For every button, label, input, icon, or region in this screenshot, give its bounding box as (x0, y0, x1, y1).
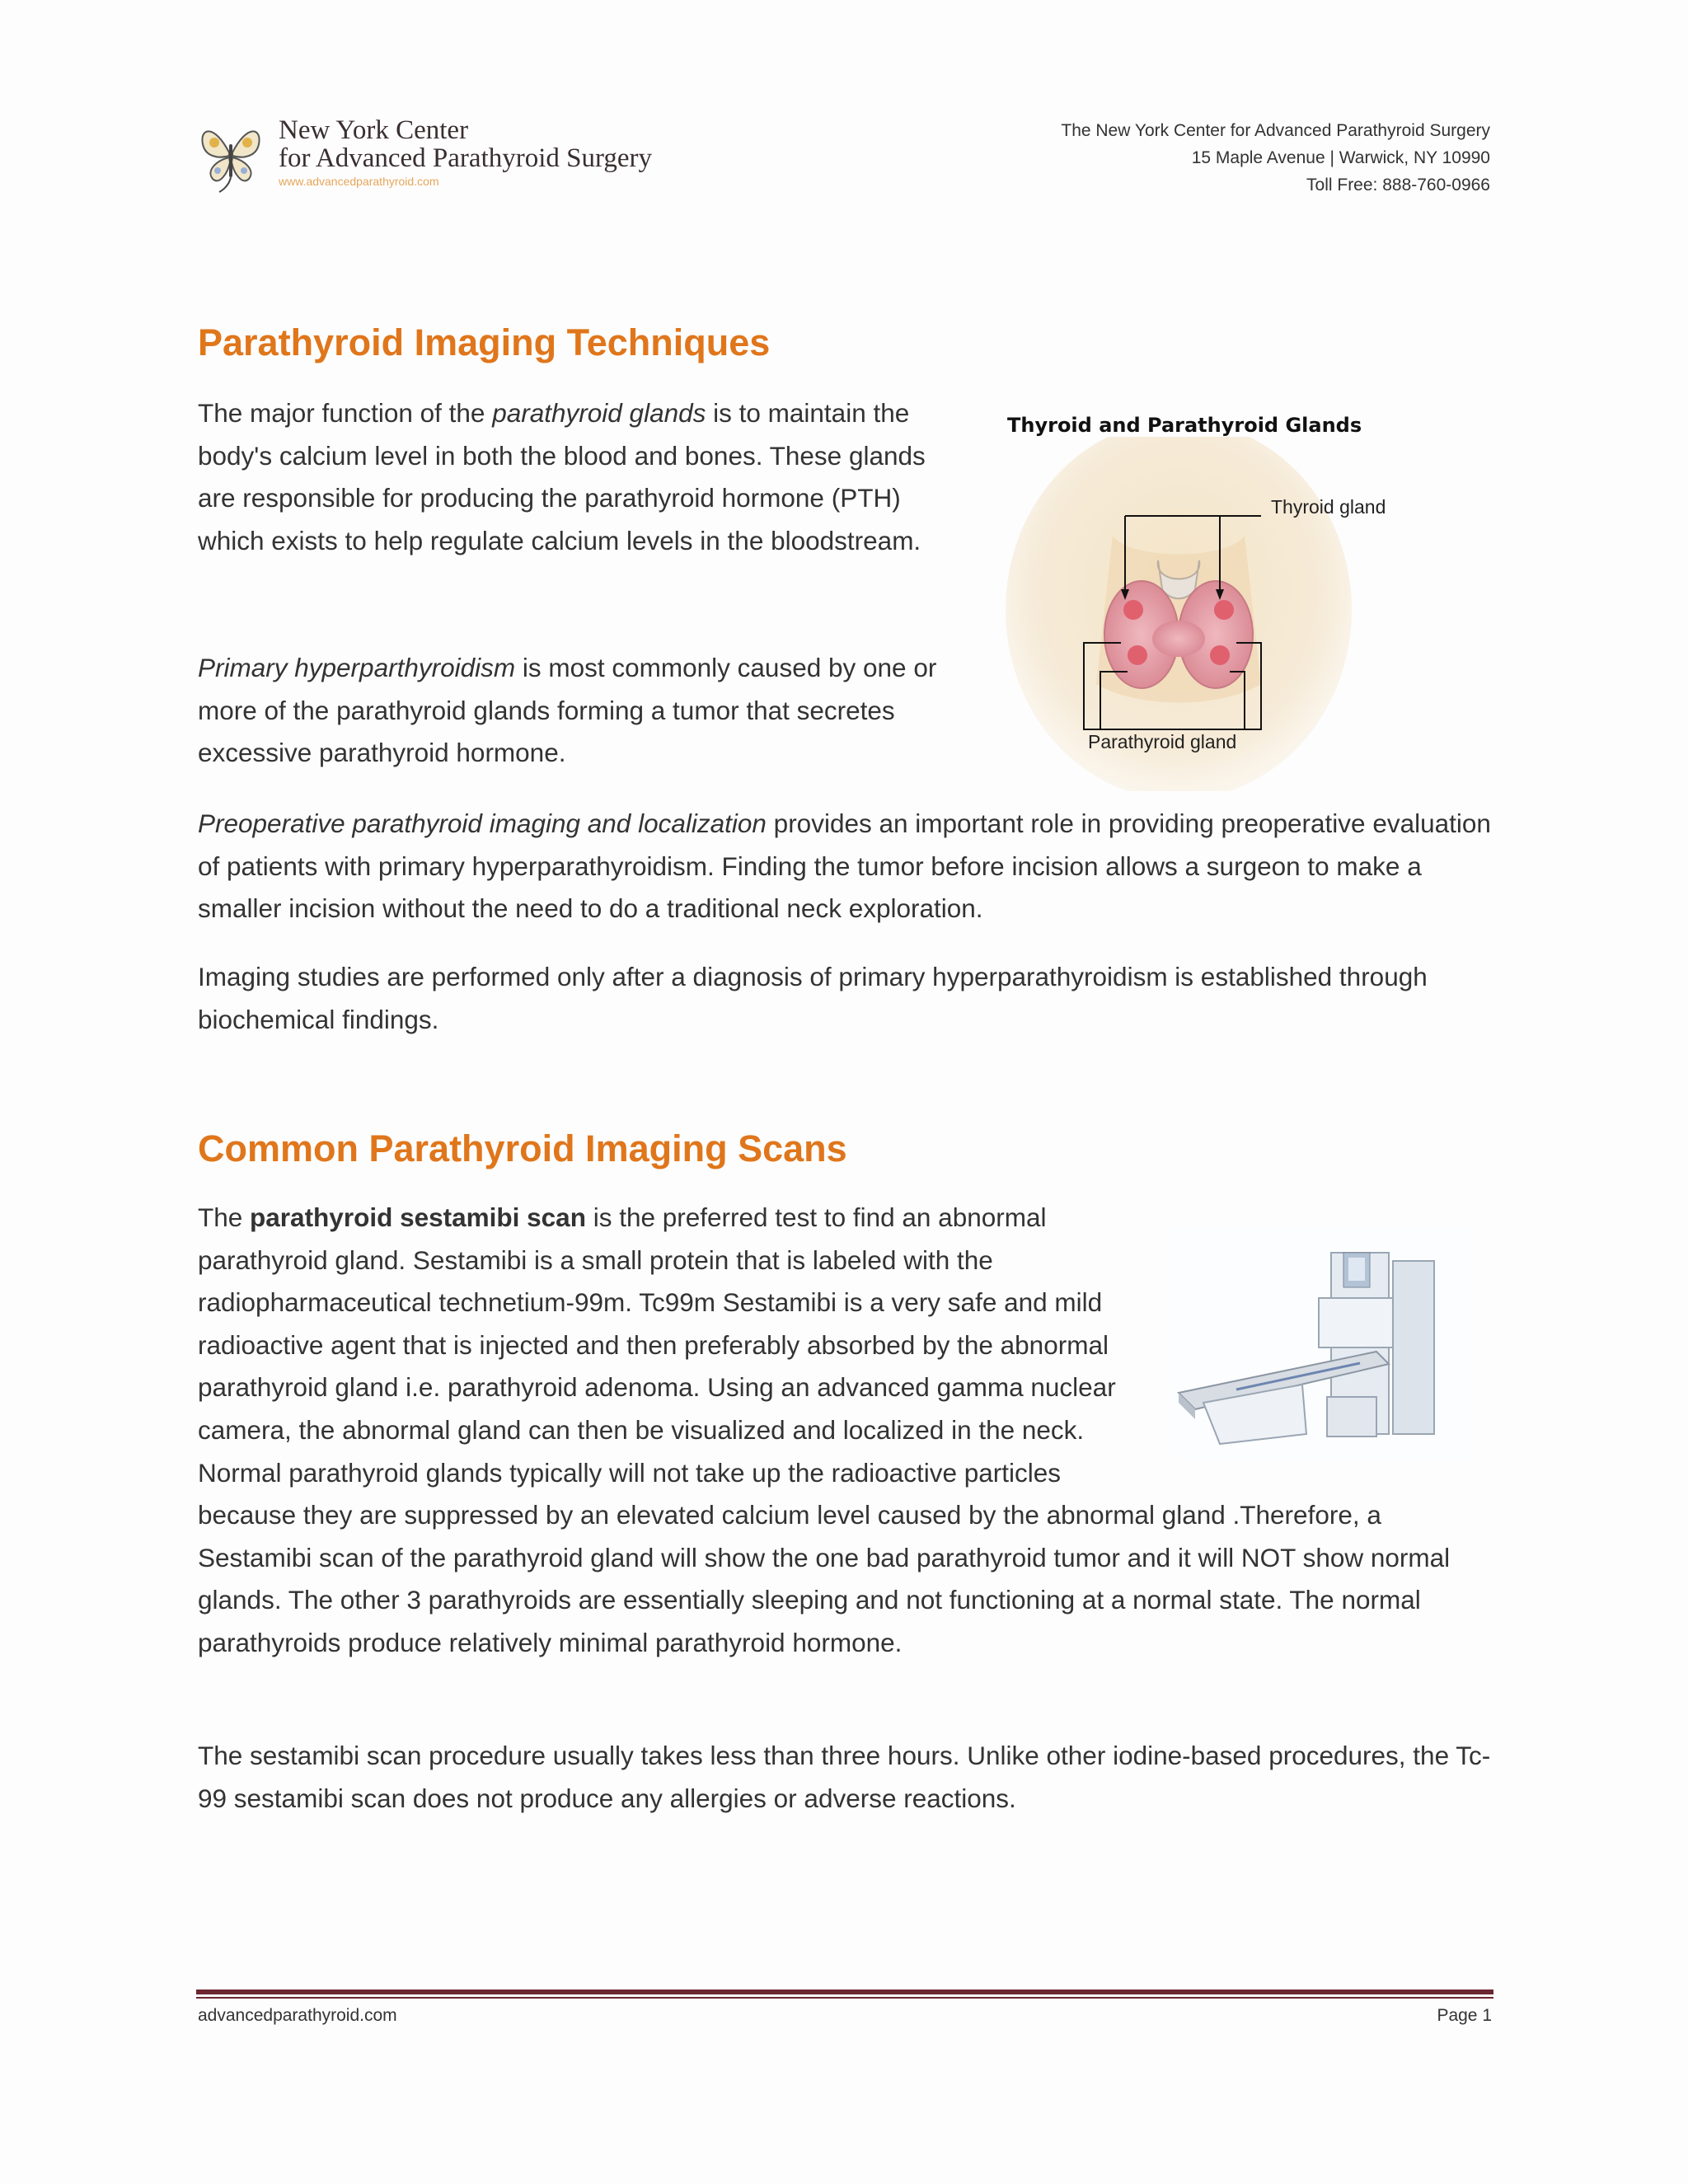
text-run: is most commonly caused by one or more of the parathyroid glands forming a tumor that secretes excessive parathyroid hormone. (198, 653, 937, 768)
image-float-spacer (1150, 1197, 1496, 1452)
text-run: The major function of the (198, 398, 493, 428)
footer-rule-thin (196, 1997, 1493, 1999)
logo-url: www.advancedparathyroid.com (279, 175, 439, 188)
butterfly-logo-icon (198, 120, 264, 194)
contact-org: The New York Center for Advanced Parathyroid Surgery (1061, 121, 1490, 140)
label-parathyroid-gland: Parathyroid gland (1088, 731, 1237, 752)
footer-rule (196, 1990, 1493, 1994)
footer-page-number: Page 1 (1437, 2006, 1492, 2025)
paragraph-primary-hyperparathyroidism (198, 647, 964, 775)
section-heading-imaging-scans: Common Parathyroid Imaging Scans (198, 1127, 847, 1169)
text-run: provides an important role in providing preoperative evaluation of patients with primary hyperparathyroidism. Finding the tumor before incision allows a surgeon to make a smaller incision without the need to do a traditional neck exploration. (198, 808, 1491, 924)
thyroid-figure (989, 404, 1418, 791)
paragraph-parathyroid-function (198, 392, 964, 562)
paragraph-scan-procedure: The sestamibi scan procedure usually takes less than three hours. Unlike other iodine-based procedures, the Tc-99 sestamibi scan does not produce any allergies or adverse reactions. (198, 1741, 1491, 1813)
paragraph-preoperative-imaging (198, 803, 1496, 930)
text-emphasis: Primary hyperparthyroidism (198, 653, 516, 682)
contact-phone: Toll Free: 888-760-0966 (1306, 176, 1490, 194)
section-heading-imaging-techniques: Parathyroid Imaging Techniques (198, 321, 771, 363)
label-thyroid-gland: Thyroid gland (1271, 496, 1386, 518)
logo-line1: New York Center (279, 115, 469, 145)
text-bold: parathyroid sestamibi scan (250, 1202, 586, 1232)
text-emphasis: Preoperative parathyroid imaging and localization (198, 808, 767, 838)
contact-address: 15 Maple Avenue | Warwick, NY 10990 (1191, 148, 1490, 167)
footer-website: advancedparathyroid.com (198, 2006, 397, 2025)
logo-line2: for Advanced Parathyroid Surgery (279, 143, 653, 173)
text-run: is the preferred test to find an abnormal parathyroid gland. Sestamibi is a small protein that is labeled with the radiopharmaceutical technetium-99m. Tc99m Sestamibi is a very safe and mild radioactive agent that is injected and then preferably absorbed by the abnormal parathyroid gland i.e. parathyroid adenoma. Using an advanced gamma nuclear camera, the abnormal gland can then be visualized and localized in the neck. Normal parathyroid glands typically will not take up the radioactive particles because they are suppressed by an elevated calcium level caused by the abnormal gland .Therefore, a Sestamibi scan of the parathyroid gland will show the one bad parathyroid tumor and it will NOT show normal glands. The other 3 parathyroids are essentially sleeping and not functioning at a normal state. The normal parathyroids produce relatively minimal parathyroid hormone. (198, 1202, 1451, 1657)
text-run: is to maintain the body's calcium level in both the blood and bones. These glands are responsible for producing the parathyroid hormone (PTH) which exists to help regulate calcium levels in the bloodstream. (198, 398, 926, 555)
paragraph-sestamibi-scan (198, 1197, 1496, 1665)
paragraph-imaging-studies: Imaging studies are performed only after a diagnosis of primary hyperparathyroidism is established through biochemical findings. (198, 962, 1428, 1034)
text-emphasis: parathyroid glands (492, 398, 706, 428)
figure-title: Thyroid and Parathyroid Glands (1007, 414, 1362, 437)
text-run: The (198, 1202, 251, 1232)
header-contact (1061, 117, 1490, 199)
header-logo (198, 115, 659, 198)
